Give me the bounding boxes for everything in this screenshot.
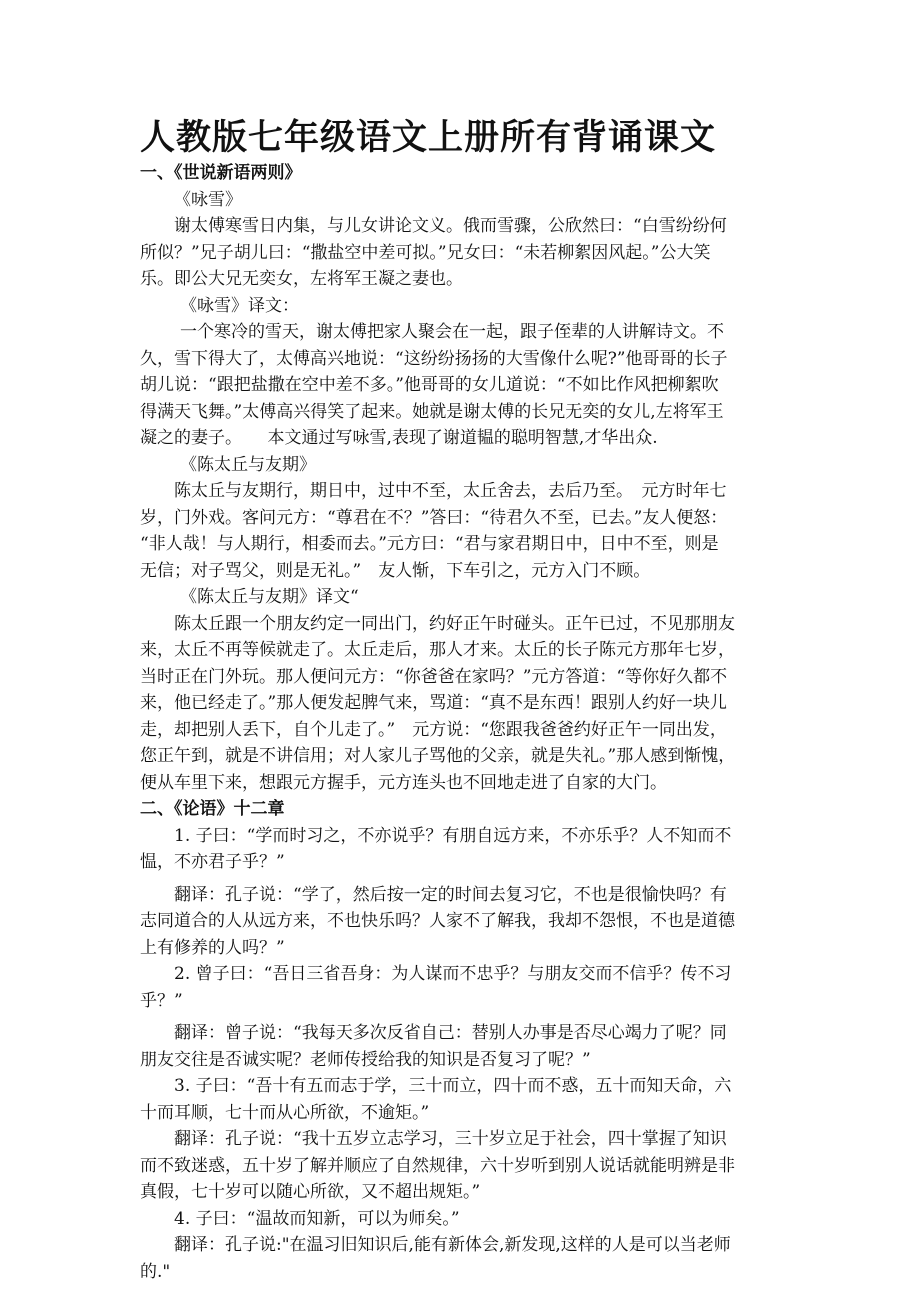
text-line: 志同道合的人从远方来，不也快乐吗？人家不了解我，我却不怨恨，不也是道德 (140, 911, 735, 931)
text-line: 《咏雪》 (174, 189, 242, 210)
text-line: 凝之的妻子。 本文通过写咏雪,表现了谢道韫的聪明智慧,才华出众. (140, 428, 658, 448)
text-line: 翻译：孔子说：“学了，然后按一定的时间去复习它，不也是很愉快吗？有 (174, 884, 727, 905)
text-line: 久，雪下得大了，太傅高兴地说：“这纷纷扬扬的大雪像什么呢?”他哥哥的长子 (140, 348, 728, 369)
text-line: 翻译：孔子说：“我十五岁立志学习，三十岁立足于社会，四十掌握了知识 (174, 1129, 727, 1149)
text-line: 所似？”兄子胡儿曰：“撒盐空中差可拟。”兄女曰：“未若柳絮因风起。”公大笑 (140, 242, 711, 263)
text-line: 《陈太丘与友期》 (180, 454, 316, 475)
text-line: 乐。即公大兄无奕女，左将军王凝之妻也。 (140, 269, 463, 289)
text-line: 谢太傅寒雪日内集，与儿女讲论文义。俄而雪骤，公欣然曰：“白雪纷纷何 (174, 216, 727, 236)
text-line: 岁，门外戏。客问元方：“尊君在不？”答曰：“待君久不至，已去。”友人便怒： (140, 507, 728, 528)
text-line: 1. 子曰：“学而时习之，不亦说乎？有朋自远方来，不亦乐乎？人不知而不 (174, 825, 732, 846)
text-line: 走，却把别人丢下，自个儿走了。” 元方说：“您跟我爸爸约好正午一同出发， (140, 719, 727, 740)
document-body (140, 160, 780, 1285)
text-line: 胡儿说：“跟把盐撒在空中差不多。”他哥哥的女儿道说：“不如比作风把柳絮吹 (140, 375, 719, 395)
text-line: 朋友交往是否诚实呢？老师传授给我的知识是否复习了呢？” (140, 1049, 591, 1070)
section-heading: 一、《世说新语两则》 (140, 163, 302, 183)
text-line: 4. 子曰：“温故而知新，可以为师矣。” (174, 1208, 460, 1229)
text-line: 陈太丘跟一个朋友约定一同出门，约好正午时碰头。正午已过，不见那朋友 (174, 613, 735, 634)
text-line: 上有修养的人吗？” (140, 937, 285, 958)
text-line: 您正午到，就是不讲信用；对人家儿子骂他的父亲，就是失礼。”那人感到惭愧， (140, 746, 736, 766)
text-line: 便从车里下来，想跟元方握手，元方连头也不回地走进了自家的大门。 (140, 772, 667, 793)
text-line: 愠，不亦君子乎？” (140, 852, 285, 872)
section-heading: 二、《论语》十二章 (140, 799, 285, 819)
text-line: 3. 子曰：“吾十有五而志于学，三十而立，四十而不惑，五十而知天命，六 (174, 1076, 732, 1096)
text-line: 《陈太丘与友期》译文“ (180, 587, 359, 607)
text-line: 一个寒冷的雪天，谢太傅把家人聚会在一起，跟子侄辈的人讲解诗文。不 (180, 322, 724, 342)
text-line: 无信；对子骂父，则是无礼。” 友人惭，下车引之，元方入门不顾。 (140, 560, 651, 581)
text-line: 来，他已经走了。”那人便发起脾气来，骂道：“真不是东西！跟别人约好一块儿 (140, 693, 727, 713)
text-line: 的." (140, 1261, 171, 1282)
text-line: 翻译：孔子说:"在温习旧知识后,能有新体会,新发现,这样的人是可以当老师 (174, 1235, 731, 1255)
text-line: 《咏雪》译文： (180, 295, 299, 316)
text-line: 翻译：曾子说：“我每天多次反省自己：替别人办事是否尽心竭力了呢？同 (174, 1023, 727, 1043)
text-line: 真假，七十岁可以随心所欲，又不超出规矩。” (140, 1182, 481, 1202)
text-line: 而不致迷惑，五十岁了解并顺应了自然规律，六十岁听到别人说话就能明辨是非 (140, 1155, 735, 1176)
text-line: 陈太丘与友期行，期日中，过中不至，太丘舍去，去后乃至。 元方时年七 (174, 481, 727, 501)
page-title: 人教版七年级语文上册所有背诵课文 (140, 117, 717, 158)
text-line: 来，太丘不再等候就走了。太丘走后，那人才来。太丘的长子陈元方那年七岁， (140, 640, 735, 660)
text-line: 当时正在门外玩。那人便问元方：“你爸爸在家吗？”元方答道：“等你好久都不 (140, 666, 728, 687)
text-line: 得满天飞舞。”太傅高兴得笑了起来。她就是谢太傅的长兄无奕的女儿,左将军王 (140, 401, 724, 422)
text-line: 十而耳顺，七十而从心所欲，不逾矩。” (140, 1102, 430, 1123)
text-line: “非人哉！与人期行，相委而去。”元方曰：“君与家君期日中，日中不至，则是 (140, 534, 719, 554)
text-line: 乎？” (140, 990, 183, 1011)
text-line: 2. 曾子曰：“吾日三省吾身：为人谋而不忠乎？与朋友交而不信乎？传不习 (174, 964, 732, 984)
